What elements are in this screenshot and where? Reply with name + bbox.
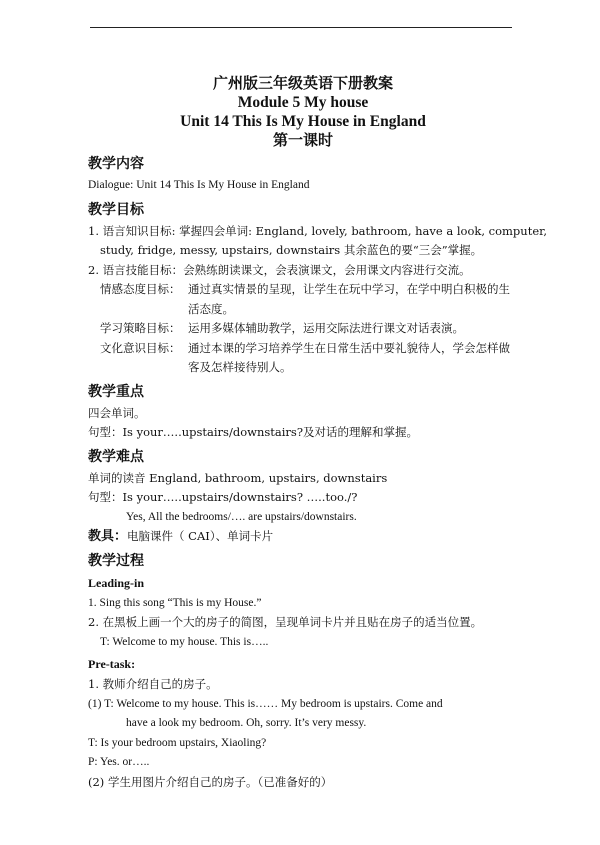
subheading-pre-task: Pre-task: (88, 657, 136, 671)
difficulty-1: 单词的读音 England, bathroom, upstairs, downstairs (88, 470, 388, 485)
section-heading-key-points: 教学重点 (88, 383, 144, 400)
subheading-leading-in: Leading-in (88, 575, 145, 590)
key-point-1: 四会单词。 (88, 405, 146, 420)
goal-culture (88, 339, 518, 378)
goal-culture-text: 通过本课的学习培养学生在日常生活中要礼貌待人，学会怎样做客及怎样接待别人。 (188, 340, 510, 374)
unit-title: Unit 14 This Is My House in England (180, 113, 426, 130)
tools-label: 教具： (88, 529, 128, 544)
lesson-title: 第一课时 (272, 131, 333, 149)
goal-culture-label: 文化意识目标： (100, 340, 181, 355)
goal-1-line-a: 1. 语言知识目标: 掌握四会单词: England, lovely, bathroom, have a look, computer, (88, 223, 548, 238)
difficulty-3: Yes, All the bedrooms/…. are upstairs/downstairs. (126, 510, 357, 523)
section-heading-difficulties: 教学难点 (88, 448, 144, 465)
section-heading-goals: 教学目标 (88, 201, 144, 218)
goal-1-line-b: study, fridge, messy, upstairs, downstairs 其余蓝色的要“三会”掌握。 (100, 243, 483, 257)
pre-task-2b: have a look my bedroom. Oh, sorry. It’s very messy. (126, 717, 367, 729)
goal-strategy (88, 319, 518, 339)
pre-task-2a: (1) T: Welcome to my house. This is…… My bedroom is upstairs. Come and (88, 697, 443, 710)
goal-2-line: 2. 语言技能目标：会熟练朗读课文，会表演课文，会用课文内容进行交流。 (88, 262, 471, 277)
leading-in-1: 1. Sing this song “This is my House.” (88, 596, 262, 609)
difficulty-2: 句型：Is your…..upstairs/downstairs? …..too./? (88, 490, 358, 504)
module-title: Module 5 My house (237, 94, 369, 111)
key-point-2: 句型：Is your…..upstairs/downstairs?及对话的理解和掌握。 (88, 425, 418, 439)
dialogue-line: Dialogue: Unit 14 This Is My House in England (88, 179, 310, 191)
pre-task-4: P: Yes. or….. (88, 756, 150, 768)
pre-task-1: 1. 教师介绍自己的房子。 (88, 677, 218, 691)
goal-attitude-text: 通过真实情景的呈现，让学生在玩中学习，在学中明白积极的生活态度。 (188, 282, 510, 316)
goal-attitude-label: 情感态度目标： (100, 282, 181, 296)
goal-strategy-text: 运用多媒体辅助教学，运用交际法进行课文对话表演。 (188, 321, 464, 335)
lesson-plan-document (88, 74, 548, 792)
header-rule (90, 27, 512, 28)
leading-in-3: T: Welcome to my house. This is….. (100, 635, 269, 648)
leading-in-2: 2. 在黑板上画一个大的房子的简图，呈现单词卡片并且贴在房子的适当位置。 (88, 615, 483, 629)
tools-line (88, 527, 518, 547)
goal-attitude (88, 280, 518, 319)
pre-task-3: T: Is your bedroom upstairs, Xiaoling? (88, 736, 267, 749)
section-heading-process: 教学过程 (88, 552, 144, 569)
section-heading-content: 教学内容 (88, 156, 144, 172)
pre-task-5: (2) 学生用图片介绍自己的房子。（已准备好的） (88, 774, 333, 789)
tools-text: 电脑课件（ CAI）、单词卡片 (127, 529, 274, 543)
document-title: 广州版三年级英语下册教案 (212, 74, 393, 92)
goal-strategy-label: 学习策略目标： (100, 321, 181, 335)
